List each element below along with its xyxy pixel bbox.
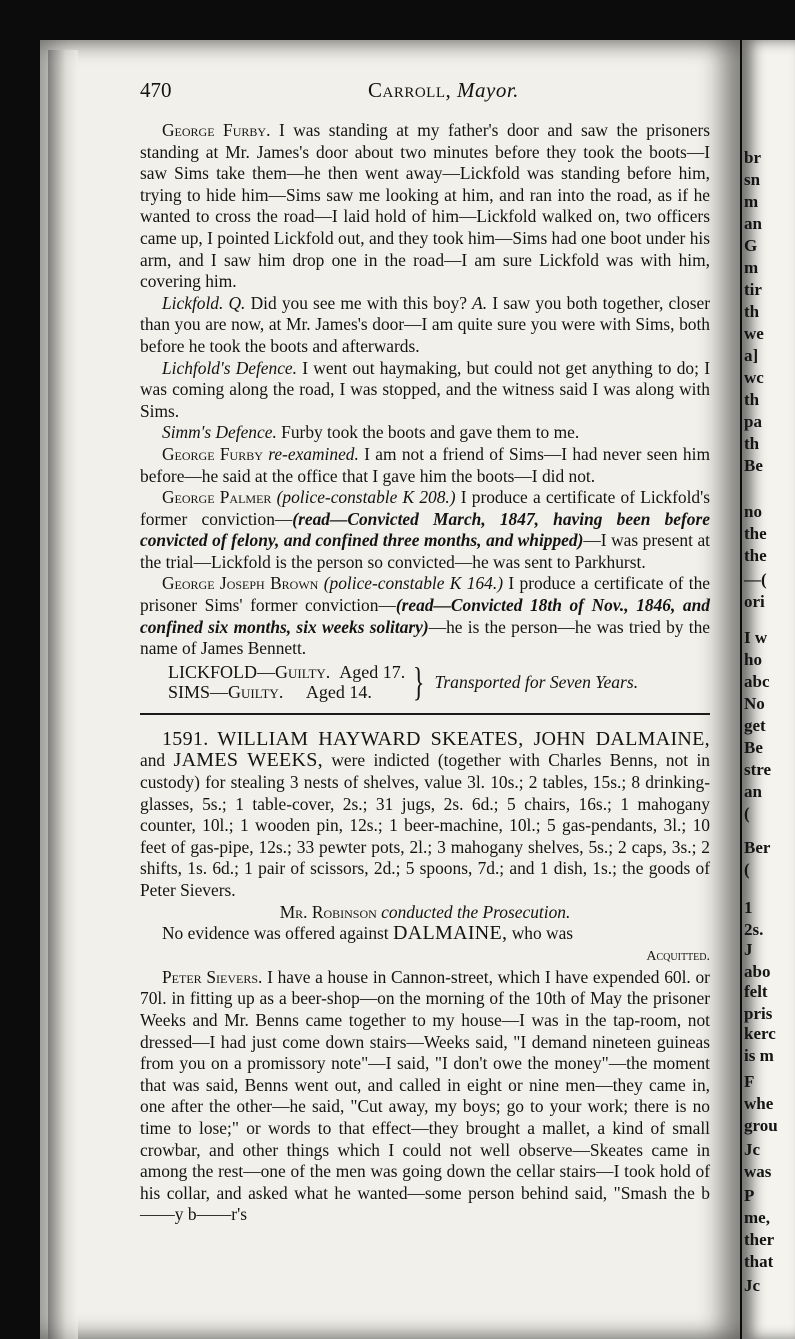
- facing-page-text-fragment: No: [744, 694, 765, 713]
- verdict-block: [168, 658, 710, 704]
- facing-page-text-fragment: stre: [744, 760, 772, 779]
- facing-page-text-fragment: felt: [744, 982, 768, 1001]
- facing-page-text-fragment: —(: [744, 570, 767, 589]
- facing-page-text-fragment: tir: [744, 280, 762, 299]
- running-head-title: Mayor.: [457, 78, 519, 102]
- facing-page-text-fragment: th: [744, 434, 760, 453]
- facing-page-text-fragment: that: [744, 1252, 774, 1271]
- facing-page-text-fragment: P: [744, 1186, 755, 1205]
- facing-page-text-fragment: (: [744, 860, 750, 879]
- testimony-palmer: George Palmer (police-constable K 208.) I produce a certificate of Lickfold's former conviction—(read—Convicted March, 1847, having been before convicted of felony, and confined three months, and whipped)—I was present at the trial—Lickfold is the person so convicted—he was sent to Parkhurst.: [140, 487, 711, 572]
- facing-page-text-fragment: pris: [744, 1004, 773, 1023]
- testimony-lickfold-question: Lickfold. Q. Did you see me with this boy? A. I saw you both together, closer than you are now, at Mr. James's door—I am quite sure you were with Sims, both before he took the boots and afterwards.: [140, 292, 710, 356]
- lickfold-defence: Lichfold's Defence. I went out haymaking, but could not get anything to do; I was coming along the road, I was stopped, and the witness said I was along with Sims.: [140, 357, 710, 421]
- facing-page-text-fragment: whe: [744, 1094, 774, 1113]
- facing-page-text-fragment: ther: [744, 1230, 775, 1249]
- page-number: 470: [140, 78, 172, 102]
- facing-page-text-fragment: wc: [744, 368, 764, 387]
- facing-page-text-fragment: G: [744, 236, 758, 255]
- facing-page-text-fragment: 1: [744, 898, 753, 917]
- testimony-brown: George Joseph Brown (police-constable K 164.) I produce a certificate of the prisoner Sims' former conviction—(read—Convicted 18th of Nov., 1846, and confined six months, six weeks solitary)—he is the person—he was tried by the name of James Bennett.: [140, 573, 710, 659]
- acquitted-label: Acquitted.: [646, 948, 710, 964]
- brace-icon: }: [413, 658, 425, 704]
- facing-page-text-fragment: (: [744, 804, 750, 823]
- facing-page-text-fragment: I w: [744, 628, 768, 647]
- facing-page-text-fragment: m: [744, 192, 759, 211]
- facing-page-text-fragment: an: [744, 214, 762, 233]
- page-header: [140, 78, 680, 106]
- facing-page-text-fragment: no: [744, 502, 762, 521]
- facing-page-text-fragment: the: [744, 524, 767, 543]
- running-head: [368, 78, 519, 103]
- facing-page-text-fragment: 2s.: [744, 920, 764, 939]
- facing-page-text-fragment: a]: [744, 346, 759, 365]
- page-gutter-edge: [48, 50, 78, 1339]
- facing-page-text-fragment: ho: [744, 650, 762, 669]
- witness-name: George Furby.: [162, 120, 271, 140]
- sentence: Transported for Seven Years.: [434, 671, 639, 692]
- facing-page-text-fragment: Jc: [744, 1140, 761, 1159]
- facing-page-text-fragment: abc: [744, 672, 770, 691]
- testimony-sievers: Peter Sievers. I have a house in Cannon-street, which I have expended 60l. or 70l. in fitting up as a beer-shop—on the morning of the 10th of May the prisoner Weeks and Mr. Benns came together to my house—I was in the tap-room, not dressed—I had just come down stairs—Weeks said, "I demand nineteen guineas from you on a promissory note"—I said, "I don't owe the money"—the moment that was said, Benns went out, and called in eight or nine men—they came in, one after the other—he said, "Cut away, my boys; go to your work; there is no time to lose;" or words to that effect—they brought a mallet, a kind of small crowbar, and other things which I could not well observe—Skeates came in among the rest—one of the men was going down the cellar stairs—I took hold of his collar, and asked what he wanted—some person behind said, "Smash the b——y b——r's: [140, 966, 710, 1225]
- case-number: 1591.: [162, 727, 209, 750]
- facing-page-text-fragment: br: [744, 148, 761, 167]
- speaker-name: Lickfold.: [162, 292, 224, 313]
- facing-page-text-fragment: was: [744, 1162, 772, 1181]
- facing-page-text-fragment: th: [744, 302, 760, 321]
- facing-page-text-fragment: m: [744, 258, 759, 277]
- facing-page-text-fragment: Ber: [744, 838, 771, 857]
- facing-page-text-fragment: abo: [744, 962, 771, 981]
- furby-reexamined: George Furby re-examined. I am not a friend of Sims—I had never seen him before—he said at the office that I gave him the boots—I did not.: [140, 443, 710, 486]
- facing-page-text-fragment: get: [744, 716, 766, 735]
- facing-page-text-fragment: pa: [744, 412, 762, 431]
- facing-page-text-fragment: J: [744, 940, 753, 959]
- facing-page-text-fragment: grou: [744, 1116, 778, 1135]
- facing-page-text-fragment: is m: [744, 1046, 774, 1065]
- facing-page-fragment: [742, 40, 795, 1339]
- prosecution-note: Mr. Robinson conducted the Prosecution.: [279, 901, 571, 922]
- defendant-weeks: JAMES WEEKS,: [173, 749, 323, 772]
- facing-page-text-fragment: the: [744, 546, 767, 565]
- facing-page-text-fragment: ori: [744, 592, 765, 611]
- facing-page-text-fragment: we: [744, 324, 764, 343]
- facing-page-text-fragment: me,: [744, 1208, 770, 1227]
- case-indictment: 1591. WILLIAM HAYWARD SKEATES, JOHN DALMAINE, and JAMES WEEKS, were indicted (together with Charles Benns, not in custody) for stealing 3 nests of shelves, value 3l. 10s.; 2 tables, 15s.; 8 drinking-glasses, 5s.; 1 table-cover, 2s.; 31 jugs, 2s. 6d.; 5 chairs, 16s.; 1 mahogany counter, 10l.; 1 wooden pin, 12s.; 1 beer-machine, 10l.; 5 gas-pendants, 3l.; 10 feet of gas-pipe, 12s.; 33 pewter pots, 2l.; 3 mahogany shelves, 5s.; 2 caps, 3s.; 2 shifts, 1s. 6d.; 1 pair of scissors, 2d.; 5 spoons, 7d.; and 1 dish, 1s.; the goods of Peter Sievers.: [140, 727, 710, 900]
- facing-page-text-fragment: an: [744, 782, 762, 801]
- verdict-sims: SIMS—Guilty. Aged 14.: [168, 681, 372, 702]
- facing-page-text-fragment: Be: [744, 738, 763, 757]
- facing-page-text-fragment: sn: [744, 170, 761, 189]
- body-text: [140, 120, 710, 1226]
- defendants: WILLIAM HAYWARD SKEATES, JOHN DALMAINE,: [217, 727, 710, 750]
- verdict-lickfold: LICKFOLD—Guilty. Aged 17.: [168, 661, 406, 682]
- facing-page-text-fragment: Jc: [744, 1276, 761, 1295]
- facing-page-text-fragment: Be: [744, 456, 763, 475]
- facing-page-text-fragment: kerc: [744, 1024, 776, 1043]
- no-evidence-line: No evidence was offered against DALMAINE, who was: [162, 922, 574, 945]
- testimony-furby: George Furby. I was standing at my father's door and saw the prisoners standing at Mr. James's door about two minutes before they took the boots—I saw Sims take them—he then went away—Lickfold was standing before him, trying to hide him—Sims saw me looking at him, and ran into the road, as if he wanted to cross the road—I laid hold of him—Lickfold walked on, two officers came up, I pointed Lickfold out, and they took him—Sims had one boot under his arm, and I saw him drop one in the road—I am sure Lickfold was with him, covering him.: [140, 120, 710, 292]
- facing-page-text-fragment: F: [744, 1072, 755, 1091]
- running-head-name: Carroll,: [368, 78, 452, 102]
- facing-page-text-fragment: th: [744, 390, 760, 409]
- simm-defence: Simm's Defence. Furby took the boots and gave them to me.: [162, 422, 580, 443]
- section-divider: [140, 713, 710, 715]
